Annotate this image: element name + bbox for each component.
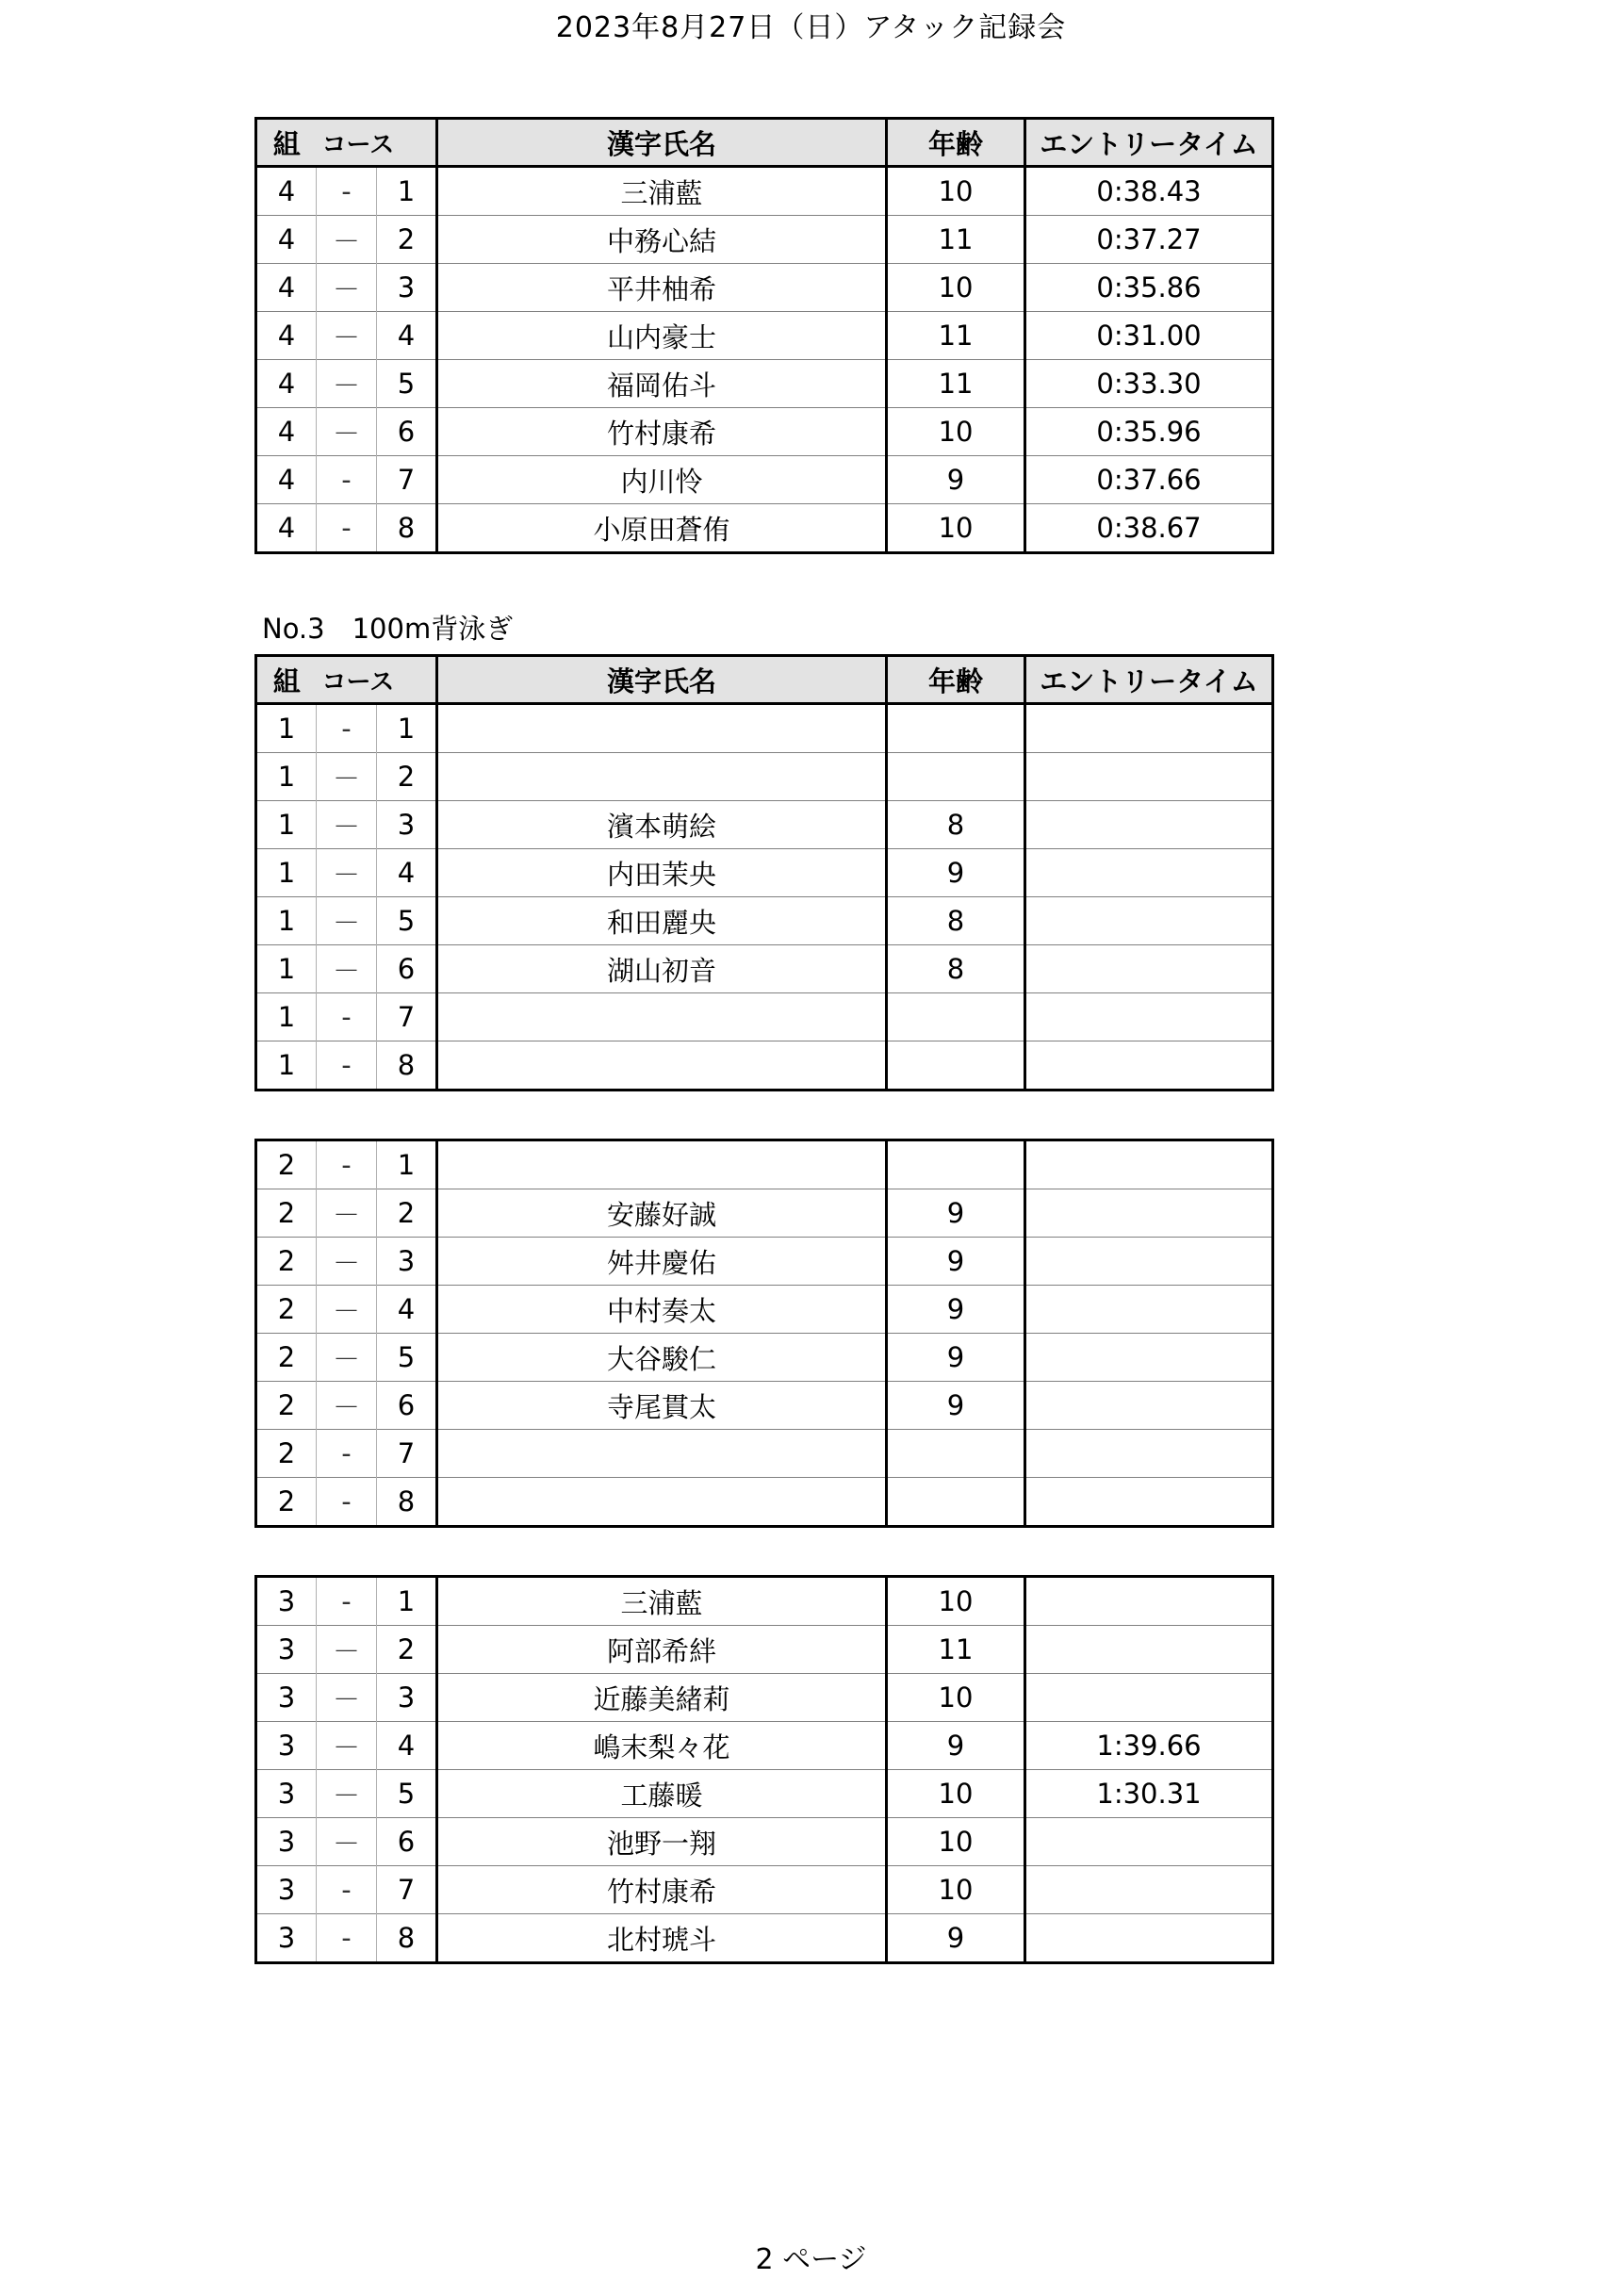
age-cell: 11 <box>887 312 1025 360</box>
dash-cell: - <box>317 1577 377 1626</box>
age-cell: 10 <box>887 1866 1025 1914</box>
lane-cell: 6 <box>377 945 437 993</box>
entry-time-cell <box>1025 1286 1273 1334</box>
dash-cell: - <box>317 1866 377 1914</box>
dash-cell: － <box>317 1334 377 1382</box>
heat-cell: 1 <box>256 993 317 1041</box>
age-cell: 9 <box>887 1382 1025 1430</box>
column-header-age: 年齢 <box>887 656 1025 704</box>
table-row <box>256 704 1273 753</box>
age-cell: 11 <box>887 216 1025 264</box>
column-header-course: コース <box>317 119 437 167</box>
heat-cell: 2 <box>256 1140 317 1189</box>
entry-time-cell: 0:33.30 <box>1025 360 1273 408</box>
lane-cell: 2 <box>377 216 437 264</box>
age-cell <box>887 1430 1025 1478</box>
swimmer-name: 三浦藍 <box>437 167 887 216</box>
heat-cell: 2 <box>256 1478 317 1527</box>
table-row <box>256 1626 1273 1674</box>
dash-cell: － <box>317 1770 377 1818</box>
dash-cell: － <box>317 801 377 849</box>
swimmer-name: 小原田蒼侑 <box>437 504 887 553</box>
age-cell: 9 <box>887 1189 1025 1238</box>
swimmer-name: 安藤好誠 <box>437 1189 887 1238</box>
entry-time-cell <box>1025 1866 1273 1914</box>
swimmer-name: 中務心結 <box>437 216 887 264</box>
entry-time-cell <box>1025 753 1273 801</box>
age-cell: 10 <box>887 1674 1025 1722</box>
lane-cell: 8 <box>377 1041 437 1091</box>
column-header-name: 漢字氏名 <box>437 119 887 167</box>
dash-cell: － <box>317 1626 377 1674</box>
lane-cell: 4 <box>377 849 437 897</box>
heat-cell: 3 <box>256 1722 317 1770</box>
age-cell: 9 <box>887 849 1025 897</box>
table-row <box>256 1914 1273 1963</box>
heat-cell: 4 <box>256 360 317 408</box>
lane-cell: 3 <box>377 1238 437 1286</box>
table-header-row <box>256 119 1273 167</box>
swimmer-name: 寺尾貫太 <box>437 1382 887 1430</box>
lane-cell: 3 <box>377 801 437 849</box>
heat-cell: 4 <box>256 167 317 216</box>
lane-cell: 8 <box>377 1914 437 1963</box>
lane-cell: 4 <box>377 1286 437 1334</box>
heat-cell: 4 <box>256 408 317 456</box>
swimmer-name: 阿部希絆 <box>437 1626 887 1674</box>
entry-time-cell: 0:38.43 <box>1025 167 1273 216</box>
table-row <box>256 1238 1273 1286</box>
swimmer-name: 三浦藍 <box>437 1577 887 1626</box>
heat-table-2 <box>254 1139 1274 1528</box>
page-header: 2023年8月27日（日）アタック記録会 <box>555 11 1067 44</box>
heat-cell: 2 <box>256 1286 317 1334</box>
swimmer-name: 内川怜 <box>437 456 887 504</box>
table-row <box>256 1189 1273 1238</box>
heat-table-3 <box>254 1575 1274 1964</box>
dash-cell: - <box>317 504 377 553</box>
heat-cell: 4 <box>256 216 317 264</box>
swimmer-name: 和田麗央 <box>437 897 887 945</box>
swimmer-name: 大谷駿仁 <box>437 1334 887 1382</box>
heat-cell: 1 <box>256 704 317 753</box>
swimmer-name: 山内豪士 <box>437 312 887 360</box>
lane-cell: 5 <box>377 1770 437 1818</box>
table-row <box>256 1577 1273 1626</box>
age-cell: 9 <box>887 1914 1025 1963</box>
dash-cell: - <box>317 993 377 1041</box>
age-cell: 9 <box>887 1334 1025 1382</box>
dash-cell: － <box>317 360 377 408</box>
table-row <box>256 456 1273 504</box>
entry-time-cell <box>1025 1478 1273 1527</box>
table-row <box>256 264 1273 312</box>
dash-cell: － <box>317 264 377 312</box>
lane-cell: 7 <box>377 993 437 1041</box>
dash-cell: － <box>317 1674 377 1722</box>
entry-time-cell: 0:35.86 <box>1025 264 1273 312</box>
dash-cell: － <box>317 945 377 993</box>
column-header-age: 年齢 <box>887 119 1025 167</box>
age-cell <box>887 704 1025 753</box>
entry-time-cell: 1:30.31 <box>1025 1770 1273 1818</box>
age-cell: 10 <box>887 1770 1025 1818</box>
swimmer-name: 福岡佑斗 <box>437 360 887 408</box>
lane-cell: 3 <box>377 264 437 312</box>
dash-cell: - <box>317 1914 377 1963</box>
age-cell <box>887 993 1025 1041</box>
age-cell: 8 <box>887 801 1025 849</box>
lane-cell: 5 <box>377 897 437 945</box>
swimmer-name <box>437 753 887 801</box>
table-row <box>256 1286 1273 1334</box>
entry-time-cell <box>1025 1041 1273 1091</box>
table-row <box>256 1334 1273 1382</box>
lane-cell: 6 <box>377 408 437 456</box>
entry-time-cell <box>1025 1577 1273 1626</box>
lane-cell: 4 <box>377 312 437 360</box>
column-header-entry-time: エントリータイム <box>1025 656 1273 704</box>
lane-cell: 6 <box>377 1818 437 1866</box>
heat-cell: 2 <box>256 1430 317 1478</box>
age-cell: 10 <box>887 504 1025 553</box>
dash-cell: － <box>317 1238 377 1286</box>
lane-cell: 8 <box>377 1478 437 1527</box>
entry-time-cell <box>1025 1238 1273 1286</box>
lane-cell: 8 <box>377 504 437 553</box>
page-number: 2 ページ <box>755 2243 867 2276</box>
table-row <box>256 849 1273 897</box>
dash-cell: - <box>317 1041 377 1091</box>
age-cell: 9 <box>887 1722 1025 1770</box>
age-cell <box>887 1478 1025 1527</box>
heat-table-4-continued <box>254 117 1274 554</box>
lane-cell: 6 <box>377 1382 437 1430</box>
heat-cell: 3 <box>256 1866 317 1914</box>
heat-cell: 1 <box>256 801 317 849</box>
age-cell <box>887 1140 1025 1189</box>
heat-cell: 3 <box>256 1914 317 1963</box>
heat-table-1 <box>254 654 1274 1091</box>
swimmer-name: 中村奏太 <box>437 1286 887 1334</box>
swimmer-name: 平井柚希 <box>437 264 887 312</box>
table-row <box>256 504 1273 553</box>
dash-cell: － <box>317 312 377 360</box>
swimmer-name <box>437 1430 887 1478</box>
heat-cell: 2 <box>256 1334 317 1382</box>
column-header-name: 漢字氏名 <box>437 656 887 704</box>
age-cell: 11 <box>887 360 1025 408</box>
dash-cell: - <box>317 704 377 753</box>
dash-cell: － <box>317 753 377 801</box>
age-cell: 9 <box>887 1286 1025 1334</box>
heat-cell: 1 <box>256 897 317 945</box>
swimmer-name: 内田茉央 <box>437 849 887 897</box>
heat-cell: 3 <box>256 1818 317 1866</box>
lane-cell: 2 <box>377 1626 437 1674</box>
table-row <box>256 753 1273 801</box>
dash-cell: - <box>317 456 377 504</box>
lane-cell: 2 <box>377 753 437 801</box>
table-row <box>256 216 1273 264</box>
lane-cell: 5 <box>377 360 437 408</box>
age-cell: 9 <box>887 1238 1025 1286</box>
age-cell: 10 <box>887 1818 1025 1866</box>
lane-cell: 1 <box>377 1577 437 1626</box>
table-row <box>256 993 1273 1041</box>
entry-time-cell <box>1025 1818 1273 1866</box>
swimmer-name: 竹村康希 <box>437 408 887 456</box>
table-row <box>256 360 1273 408</box>
dash-cell: － <box>317 1722 377 1770</box>
age-cell: 8 <box>887 945 1025 993</box>
entry-time-cell <box>1025 1626 1273 1674</box>
entry-time-cell <box>1025 1382 1273 1430</box>
dash-cell: － <box>317 1818 377 1866</box>
heat-cell: 1 <box>256 753 317 801</box>
dash-cell: － <box>317 1189 377 1238</box>
entry-time-cell <box>1025 1189 1273 1238</box>
heat-cell: 2 <box>256 1382 317 1430</box>
age-cell: 10 <box>887 264 1025 312</box>
lane-cell: 1 <box>377 1140 437 1189</box>
table-row <box>256 1866 1273 1914</box>
swimmer-name: 嶋末梨々花 <box>437 1722 887 1770</box>
entry-time-cell <box>1025 801 1273 849</box>
entry-time-cell <box>1025 1140 1273 1189</box>
dash-cell: － <box>317 849 377 897</box>
lane-cell: 3 <box>377 1674 437 1722</box>
age-cell: 10 <box>887 1577 1025 1626</box>
table-row <box>256 1140 1273 1189</box>
table-row <box>256 897 1273 945</box>
entry-time-cell <box>1025 993 1273 1041</box>
swimmer-name <box>437 704 887 753</box>
lane-cell: 2 <box>377 1189 437 1238</box>
dash-cell: － <box>317 1382 377 1430</box>
table-row <box>256 1770 1273 1818</box>
dash-cell: - <box>317 1430 377 1478</box>
table-row <box>256 1382 1273 1430</box>
entry-time-cell <box>1025 1334 1273 1382</box>
swimmer-name <box>437 1478 887 1527</box>
heat-cell: 2 <box>256 1238 317 1286</box>
lane-cell: 4 <box>377 1722 437 1770</box>
swimmer-name: 舛井慶佑 <box>437 1238 887 1286</box>
age-cell <box>887 753 1025 801</box>
table-row <box>256 945 1273 993</box>
swimmer-name: 近藤美緒莉 <box>437 1674 887 1722</box>
dash-cell: － <box>317 897 377 945</box>
dash-cell: - <box>317 1478 377 1527</box>
table-row <box>256 1674 1273 1722</box>
column-header-heat: 組 <box>256 656 317 704</box>
age-cell: 11 <box>887 1626 1025 1674</box>
lane-cell: 7 <box>377 1866 437 1914</box>
entry-time-cell <box>1025 897 1273 945</box>
lane-cell: 1 <box>377 704 437 753</box>
table-row <box>256 167 1273 216</box>
entry-time-cell <box>1025 1430 1273 1478</box>
dash-cell: － <box>317 216 377 264</box>
heat-cell: 4 <box>256 504 317 553</box>
table-row <box>256 312 1273 360</box>
entry-time-cell: 0:37.66 <box>1025 456 1273 504</box>
entry-time-cell <box>1025 945 1273 993</box>
age-cell: 10 <box>887 408 1025 456</box>
lane-cell: 7 <box>377 456 437 504</box>
dash-cell: - <box>317 1140 377 1189</box>
lane-cell: 1 <box>377 167 437 216</box>
dash-cell: － <box>317 408 377 456</box>
dash-cell: － <box>317 1286 377 1334</box>
heat-cell: 4 <box>256 456 317 504</box>
table-header-row <box>256 656 1273 704</box>
heat-cell: 1 <box>256 849 317 897</box>
heat-cell: 1 <box>256 945 317 993</box>
swimmer-name: 湖山初音 <box>437 945 887 993</box>
entry-time-cell: 1:39.66 <box>1025 1722 1273 1770</box>
swimmer-name: 北村琥斗 <box>437 1914 887 1963</box>
age-cell: 10 <box>887 167 1025 216</box>
entry-time-cell <box>1025 1674 1273 1722</box>
age-cell: 8 <box>887 897 1025 945</box>
column-header-heat: 組 <box>256 119 317 167</box>
heat-cell: 3 <box>256 1770 317 1818</box>
age-cell <box>887 1041 1025 1091</box>
entry-time-cell <box>1025 704 1273 753</box>
table-row <box>256 1430 1273 1478</box>
heat-cell: 3 <box>256 1577 317 1626</box>
entry-time-cell <box>1025 849 1273 897</box>
heat-cell: 3 <box>256 1674 317 1722</box>
swimmer-name: 竹村康希 <box>437 1866 887 1914</box>
age-cell: 9 <box>887 456 1025 504</box>
swimmer-name <box>437 1041 887 1091</box>
swimmer-name <box>437 993 887 1041</box>
entry-time-cell: 0:31.00 <box>1025 312 1273 360</box>
lane-cell: 5 <box>377 1334 437 1382</box>
entry-time-cell: 0:35.96 <box>1025 408 1273 456</box>
swimmer-name <box>437 1140 887 1189</box>
table-row <box>256 1722 1273 1770</box>
heat-cell: 4 <box>256 312 317 360</box>
column-header-course: コース <box>317 656 437 704</box>
table-row <box>256 1478 1273 1527</box>
table-row <box>256 801 1273 849</box>
swimmer-name: 濱本萌絵 <box>437 801 887 849</box>
entry-time-cell <box>1025 1914 1273 1963</box>
table-row <box>256 408 1273 456</box>
swimmer-name: 工藤暖 <box>437 1770 887 1818</box>
event-title: No.3 100m背泳ぎ <box>262 613 514 645</box>
heat-cell: 3 <box>256 1626 317 1674</box>
swimmer-name: 池野一翔 <box>437 1818 887 1866</box>
column-header-entry-time: エントリータイム <box>1025 119 1273 167</box>
lane-cell: 7 <box>377 1430 437 1478</box>
dash-cell: - <box>317 167 377 216</box>
entry-time-cell: 0:38.67 <box>1025 504 1273 553</box>
entry-time-cell: 0:37.27 <box>1025 216 1273 264</box>
heat-cell: 2 <box>256 1189 317 1238</box>
table-row <box>256 1818 1273 1866</box>
heat-cell: 4 <box>256 264 317 312</box>
table-row <box>256 1041 1273 1091</box>
heat-cell: 1 <box>256 1041 317 1091</box>
